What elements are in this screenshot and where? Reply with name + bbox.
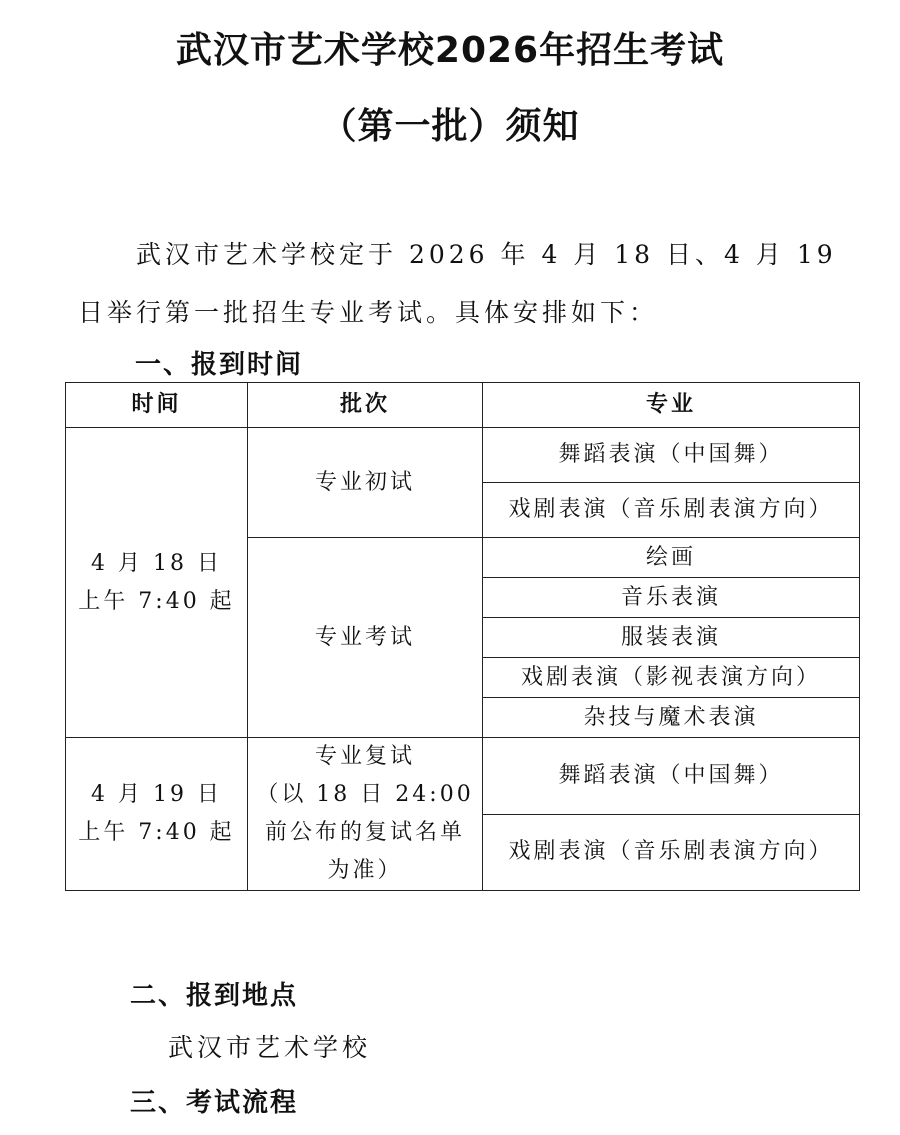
day1-date: 4 月 18 日 xyxy=(91,550,222,576)
header-major: 专业 xyxy=(483,383,860,428)
header-time: 时间 xyxy=(66,383,248,428)
batch-retest-line: （以 18 日 24:00 xyxy=(256,782,474,807)
major-cell: 戏剧表演（音乐剧表演方向） xyxy=(483,483,860,538)
major-cell: 音乐表演 xyxy=(483,578,860,618)
day1-start-time: 上午 7:40 起 xyxy=(78,588,235,614)
section-heading-registration-time: 一、报到时间 xyxy=(135,350,304,380)
section-heading-exam-process: 三、考试流程 xyxy=(130,1088,299,1118)
location-text: 武汉市艺术学校 xyxy=(168,1033,372,1062)
day2-start-time: 上午 7:40 起 xyxy=(78,820,235,845)
intro-paragraph: 武汉市艺术学校定于 2026 年 4 月 18 日、4 月 19 日举行第一批招生专业考试。具体安排如下： xyxy=(78,240,837,327)
section-heading-registration-location: 二、报到地点 xyxy=(130,981,299,1011)
table-row xyxy=(66,428,860,483)
table-header-row xyxy=(66,383,860,428)
header-batch: 批次 xyxy=(248,383,483,428)
page-title: 武汉市艺术学校2026年招生考试 xyxy=(175,30,725,71)
major-cell: 服装表演 xyxy=(483,618,860,658)
day1-time-cell xyxy=(66,428,248,738)
batch-retest-line: 前公布的复试名单 xyxy=(264,820,465,845)
day2-date: 4 月 19 日 xyxy=(91,782,222,807)
batch-retest xyxy=(248,738,483,891)
table-row xyxy=(66,738,860,815)
schedule-table xyxy=(65,382,860,891)
batch-professional-exam: 专业考试 xyxy=(248,538,483,738)
day2-time-cell xyxy=(66,738,248,891)
major-cell: 戏剧表演（影视表演方向） xyxy=(483,658,860,698)
major-cell: 杂技与魔术表演 xyxy=(483,698,860,738)
batch-retest-line: 为准） xyxy=(327,858,403,883)
batch-initial-test: 专业初试 xyxy=(248,428,483,538)
page-subtitle: （第一批）须知 xyxy=(320,106,580,147)
major-cell: 绘画 xyxy=(483,538,860,578)
major-cell: 舞蹈表演（中国舞） xyxy=(483,428,860,483)
batch-retest-line: 专业复试 xyxy=(314,744,415,769)
major-cell: 戏剧表演（音乐剧表演方向） xyxy=(483,814,860,891)
major-cell: 舞蹈表演（中国舞） xyxy=(483,738,860,815)
